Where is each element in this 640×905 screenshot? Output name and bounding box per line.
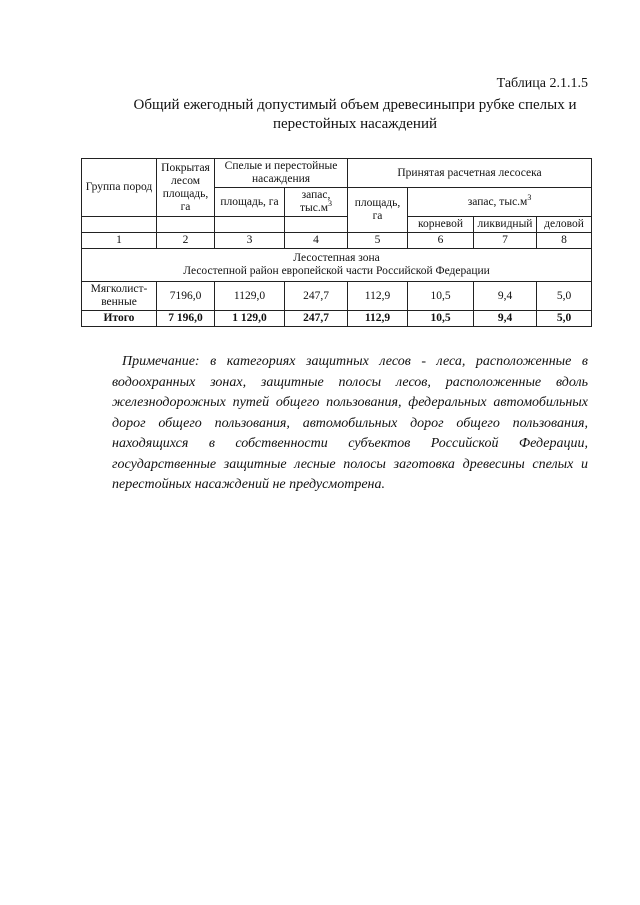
header-spacer <box>215 217 285 233</box>
header-liquid: ликвидный <box>474 217 537 233</box>
header-root: корневой <box>408 217 474 233</box>
cell: 5,0 <box>537 282 592 311</box>
title-line-1: Общий ежегодный допустимый объем древесиныпри рубке спелых и <box>133 97 577 113</box>
col-number: 5 <box>348 233 408 249</box>
header-spacer <box>285 217 348 233</box>
header-mature-stock: запас, $тыс.м^3$ <box>285 188 348 217</box>
total-cell: 112,9 <box>348 311 408 327</box>
total-label: Итого <box>82 311 157 327</box>
header-group: Группа пород <box>82 159 157 217</box>
total-cell: 7 196,0 <box>157 311 215 327</box>
zone-cell <box>82 249 592 282</box>
table-caption: Таблица 2.1.1.5 <box>496 76 588 91</box>
table-title <box>110 96 600 134</box>
total-cell: 10,5 <box>408 311 474 327</box>
col-number: 4 <box>285 233 348 249</box>
header-cut-stock: запас, $тыс.м^3$ <box>408 188 592 217</box>
cell: 10,5 <box>408 282 474 311</box>
header-spacer <box>157 217 215 233</box>
note-paragraph: Примечание: в категориях защитных лесов - леса, расположенные в водоохранных зонах, защитные полосы лесов, расположенные вдоль железнодорожных путей общего пользования, федеральных автомобильных дорог общего пользования, автомобильных дорог общего пользования, находящихся в собственности субъектов Российской Федерации, государственные защитные лесные полосы заготовка древесины спелых и перестойных насаждений не предусмотрена. <box>112 354 588 492</box>
col-number: 7 <box>474 233 537 249</box>
zone-row <box>82 249 592 282</box>
header-spacer <box>82 217 157 233</box>
total-cell: 5,0 <box>537 311 592 327</box>
header-covered-area: Покрытая лесом площадь, га <box>157 159 215 217</box>
region-name: Лесостепной район европейской части Российской Федерации <box>183 265 490 277</box>
col-number: 2 <box>157 233 215 249</box>
cell: 247,7 <box>285 282 348 311</box>
cell: 7196,0 <box>157 282 215 311</box>
cell-group: Мягколист-венные <box>82 282 157 311</box>
col-number: 1 <box>82 233 157 249</box>
header-cut-area: Принятая расчетная лесосека <box>348 159 592 188</box>
header-cut-area-ha: площадь, га <box>348 188 408 233</box>
header-business: деловой <box>537 217 592 233</box>
cell: 9,4 <box>474 282 537 311</box>
col-number: 3 <box>215 233 285 249</box>
header-mature-area: площадь, га <box>215 188 285 217</box>
col-number: 8 <box>537 233 592 249</box>
total-cell: 1 129,0 <box>215 311 285 327</box>
total-row <box>82 311 592 327</box>
col-number: 6 <box>408 233 474 249</box>
title-line-2: перестойных насаждений <box>272 116 438 132</box>
total-cell: 247,7 <box>285 311 348 327</box>
cell: 1129,0 <box>215 282 285 311</box>
zone-name: Лесостепная зона <box>293 252 380 264</box>
cell: 112,9 <box>348 282 408 311</box>
header-mature-stands: Спелые и перестойные насаждения <box>215 159 348 188</box>
total-cell: 9,4 <box>474 311 537 327</box>
allowable-volume-table <box>81 158 592 327</box>
column-numbers-row <box>82 233 592 249</box>
table-row <box>82 282 592 311</box>
